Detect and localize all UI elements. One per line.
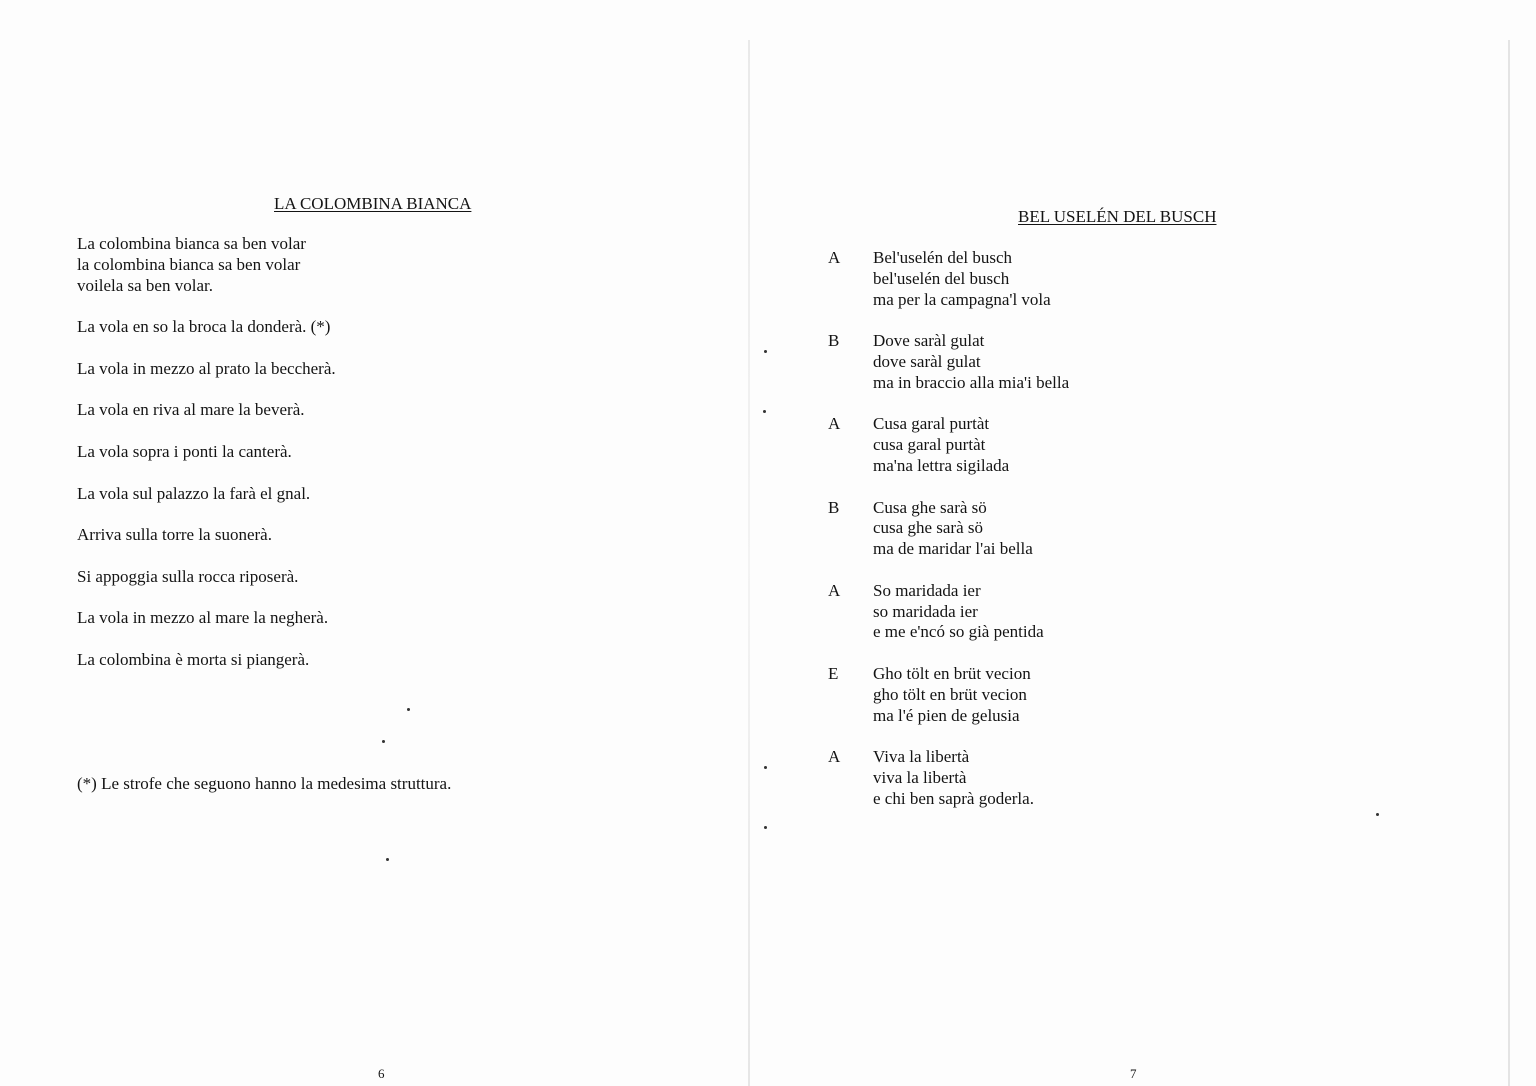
right-song-text bbox=[828, 248, 1069, 830]
verse-line: dove saràl gulat bbox=[873, 351, 981, 371]
verse-line: e me e'ncó so già pentida bbox=[873, 622, 1044, 642]
verse-line: e chi ben saprà goderla. bbox=[873, 788, 1034, 808]
right-page-title: BEL USELÉN DEL BUSCH bbox=[1018, 207, 1217, 226]
left-song-text bbox=[77, 234, 336, 671]
verse-line: la colombina bianca sa ben volar bbox=[77, 254, 301, 274]
ink-speck bbox=[764, 350, 767, 353]
verse-line: cusa garal purtàt bbox=[873, 435, 986, 455]
stanza bbox=[828, 331, 1069, 393]
verse-line: ma'na lettra sigilada bbox=[873, 455, 1010, 475]
ink-speck bbox=[764, 766, 767, 769]
verse-line: gho tölt en brüt vecion bbox=[873, 684, 1027, 704]
verse-line: Gho tölt en brüt vecion bbox=[873, 663, 1031, 683]
left-page-title: LA COLOMBINA BIANCA bbox=[274, 194, 472, 213]
footnote: (*) Le strofe che seguono hanno la medesima struttura. bbox=[77, 774, 452, 793]
verse-line: La vola sopra i ponti la canterà. bbox=[77, 441, 292, 461]
ink-speck bbox=[1376, 813, 1379, 816]
ink-speck bbox=[763, 410, 766, 413]
stanza bbox=[828, 581, 1069, 643]
voice-label: A bbox=[828, 248, 841, 267]
stanza bbox=[828, 664, 1069, 726]
verse-line: La vola en riva al mare la beverà. bbox=[77, 400, 305, 420]
verse-line: ma per la campagna'l vola bbox=[873, 289, 1051, 309]
page-number: 6 bbox=[378, 1066, 385, 1081]
verse-line: so maridada ier bbox=[873, 601, 978, 621]
voice-label: A bbox=[828, 580, 841, 600]
verse-line: voilela sa ben volar. bbox=[77, 275, 213, 295]
voice-label: A bbox=[828, 414, 841, 434]
verse-line: Bel'uselén del busch bbox=[873, 248, 1013, 267]
verse-line: La colombina è morta si piangerà. bbox=[77, 649, 310, 669]
verse-line: ma de maridar l'ai bella bbox=[873, 539, 1033, 559]
ink-speck bbox=[764, 826, 767, 829]
verse-line: viva la libertà bbox=[873, 767, 967, 787]
verse-line: Dove saràl gulat bbox=[873, 331, 985, 351]
voice-label: E bbox=[828, 663, 839, 683]
verse-line: Cusa ghe sarà sö bbox=[873, 497, 987, 517]
verse-line: La vola in mezzo al mare la negherà. bbox=[77, 608, 329, 628]
stanza bbox=[828, 414, 1069, 476]
stanza bbox=[828, 747, 1069, 809]
voice-label: A bbox=[828, 747, 841, 767]
stanza bbox=[828, 248, 1069, 310]
verse-line: Cusa garal purtàt bbox=[873, 414, 990, 434]
verse-line: bel'uselén del busch bbox=[873, 268, 1010, 288]
ink-speck bbox=[382, 740, 385, 743]
verse-line: La colombina bianca sa ben volar bbox=[77, 234, 306, 253]
verse-line: La vola sul palazzo la farà el gnal. bbox=[77, 483, 311, 503]
verse-line: La vola en so la broca la donderà. (*) bbox=[77, 317, 331, 337]
verse-line: ma l'é pien de gelusia bbox=[873, 705, 1020, 725]
verse-line: cusa ghe sarà sö bbox=[873, 518, 983, 538]
verse-line: So maridada ier bbox=[873, 580, 981, 600]
verse-line: Arriva sulla torre la suonerà. bbox=[77, 525, 272, 545]
right-page bbox=[750, 0, 1508, 1086]
verse-line: La vola in mezzo al prato la beccherà. bbox=[77, 358, 336, 378]
verse-line: Viva la libertà bbox=[873, 747, 970, 767]
voice-label: B bbox=[828, 497, 840, 517]
stanza bbox=[828, 498, 1069, 560]
ink-speck bbox=[407, 708, 410, 711]
verse-line: Si appoggia sulla rocca riposerà. bbox=[77, 566, 299, 586]
verse-line: ma in braccio alla mia'i bella bbox=[873, 372, 1070, 392]
left-page bbox=[0, 0, 748, 1086]
voice-label: B bbox=[828, 331, 840, 351]
page-number: 7 bbox=[1130, 1066, 1137, 1081]
page-edge bbox=[1508, 40, 1510, 1086]
ink-speck bbox=[386, 858, 389, 861]
left-stanza bbox=[77, 234, 336, 296]
